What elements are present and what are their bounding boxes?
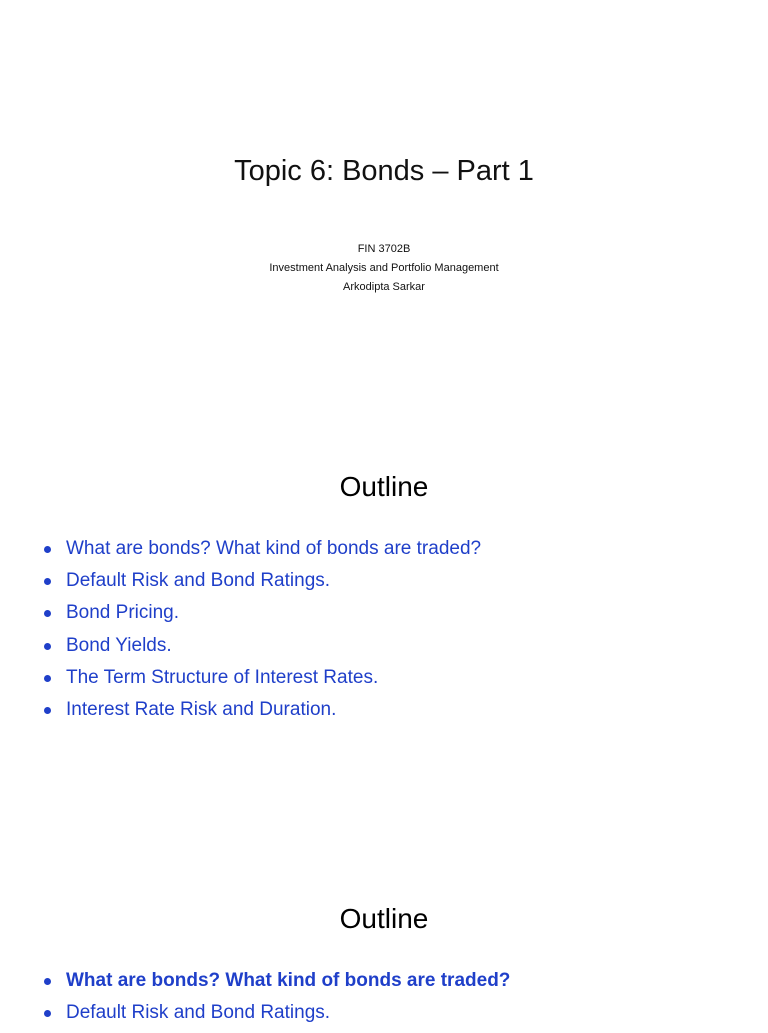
outline-item-text: Bond Pricing. (66, 602, 180, 624)
outline-slide (0, 430, 768, 850)
course-name: Investment Analysis and Portfolio Management (269, 262, 499, 274)
outline-title: Outline (339, 903, 429, 934)
outline-slide-highlighted (0, 862, 768, 1024)
bullet-icon (44, 1010, 51, 1017)
bullet-icon (44, 546, 51, 553)
outline-item-text: Default Risk and Bond Ratings. (66, 1002, 331, 1024)
course-code: FIN 3702B (357, 243, 411, 255)
bullet-icon (44, 707, 51, 714)
outline-item-text: Default Risk and Bond Ratings. (66, 570, 331, 592)
slide-title: Topic 6: Bonds – Part 1 (234, 155, 534, 187)
author-name: Arkodipta Sarkar (343, 281, 425, 293)
bullet-icon (44, 643, 51, 650)
outline-item-text: The Term Structure of Interest Rates. (66, 666, 379, 688)
outline-title: Outline (339, 471, 429, 502)
outline-item-text: Interest Rate Risk and Duration. (66, 698, 337, 720)
bullet-icon (44, 675, 51, 682)
bullet-icon (44, 978, 51, 985)
outline-item-text: What are bonds? What kind of bonds are traded? (66, 538, 482, 559)
title-slide (0, 0, 768, 420)
outline-item-text: What are bonds? What kind of bonds are traded? (66, 970, 511, 991)
outline-item-text: Bond Yields. (66, 634, 172, 656)
bullet-icon (44, 578, 51, 585)
bullet-icon (44, 610, 51, 617)
